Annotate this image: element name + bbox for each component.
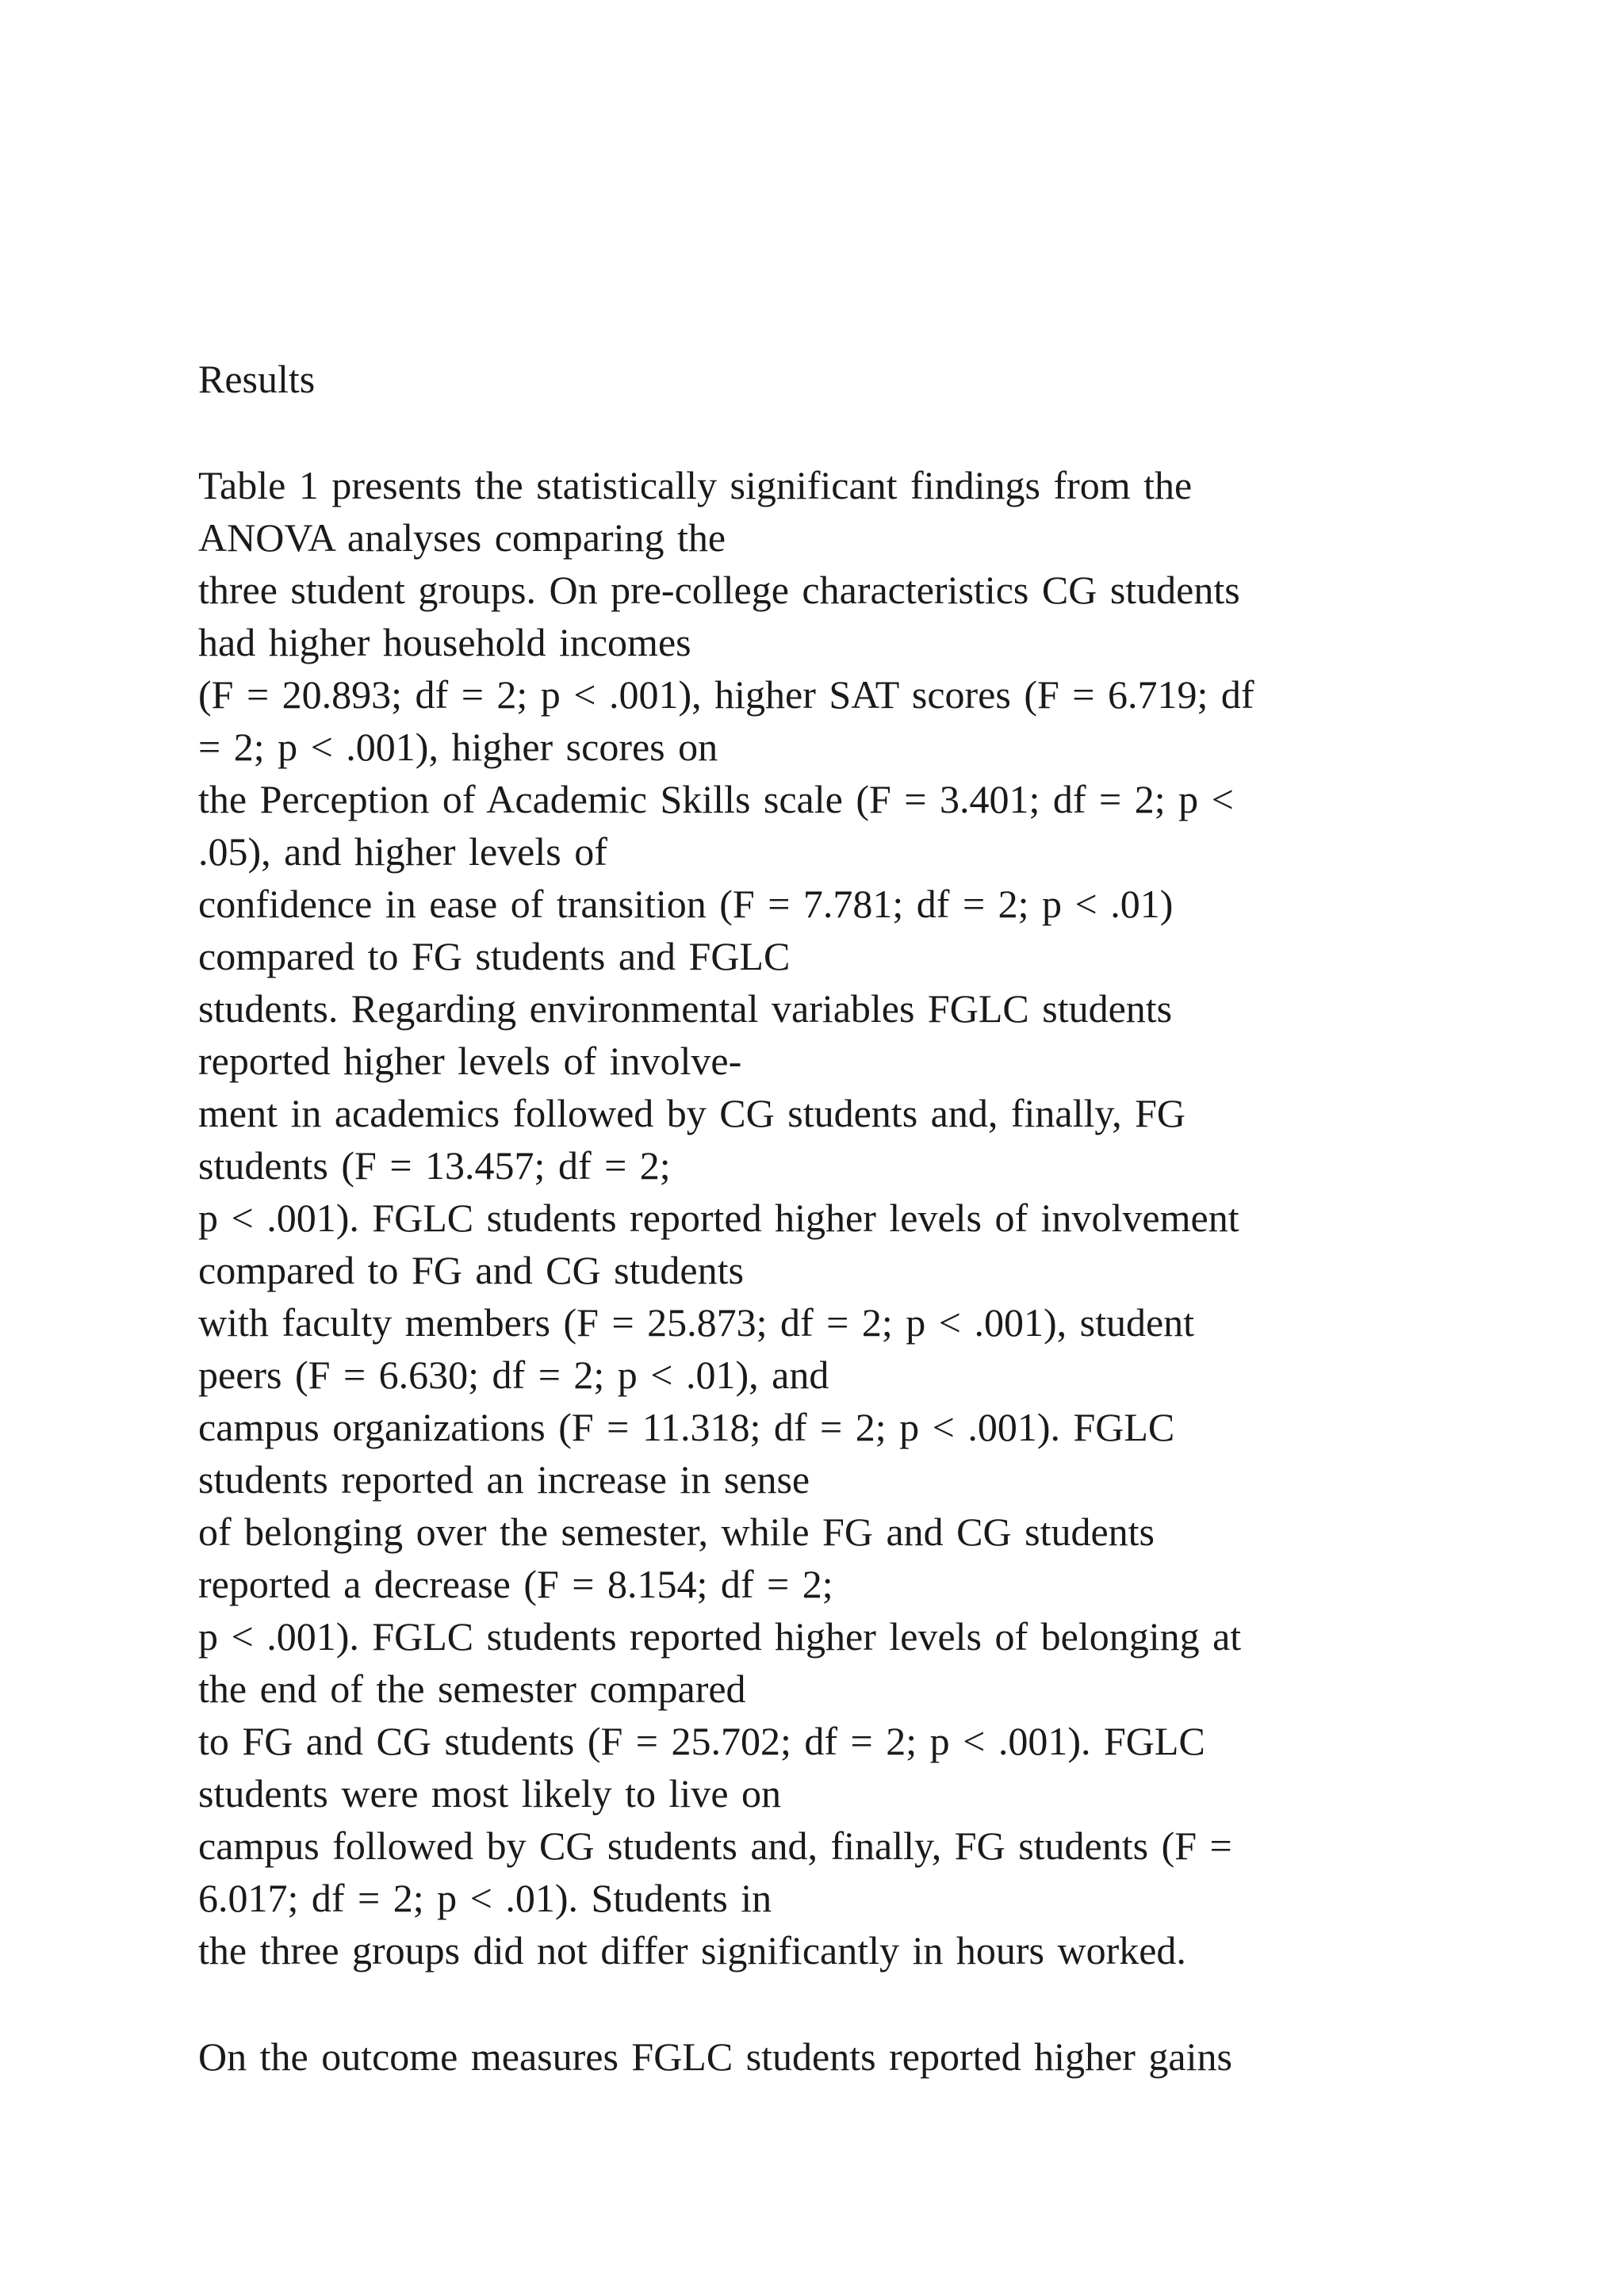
text-line: On the outcome measures FGLC students reported higher gains <box>198 2034 1232 2079</box>
text-line: students reported an increase in sense <box>198 1457 810 1502</box>
text-line: of belonging over the semester, while FG and CG students <box>198 1510 1155 1554</box>
text-line: students. Regarding environmental variables FGLC students <box>198 986 1173 1031</box>
text-line: had higher household incomes <box>198 620 691 664</box>
text-line: the three groups did not differ significantly in hours worked. <box>198 1928 1186 1973</box>
text-line: compared to FG and CG students <box>198 1248 744 1292</box>
text-line: with faculty members (F = 25.873; df = 2; p < .001), student <box>198 1300 1195 1345</box>
text-line: students (F = 13.457; df = 2; <box>198 1143 671 1188</box>
text-line: compared to FG students and FGLC <box>198 934 791 978</box>
section-heading: Results <box>198 357 316 401</box>
text-line: Table 1 presents the statistically significant findings from the <box>198 463 1193 507</box>
text-line: (F = 20.893; df = 2; p < .001), higher SAT scores (F = 6.719; df <box>198 672 1254 717</box>
text-line: reported higher levels of involve- <box>198 1039 742 1083</box>
text-line: the end of the semester compared <box>198 1667 746 1711</box>
text-line: = 2; p < .001), higher scores on <box>198 725 718 769</box>
text-line: students were most likely to live on <box>198 1771 782 1816</box>
text-line: the Perception of Academic Skills scale (F = 3.401; df = 2; p < <box>198 777 1234 821</box>
text-line: peers (F = 6.630; df = 2; p < .01), and <box>198 1353 829 1397</box>
text-line: reported a decrease (F = 8.154; df = 2; <box>198 1562 833 1606</box>
text-line: campus followed by CG students and, finally, FG students (F = <box>198 1823 1232 1868</box>
text-line: ANOVA analyses comparing the <box>198 515 726 560</box>
text-line: .05), and higher levels of <box>198 829 607 874</box>
text-line: to FG and CG students (F = 25.702; df = 2; p < .001). FGLC <box>198 1719 1205 1763</box>
text-line: p < .001). FGLC students reported higher levels of involvement <box>198 1196 1239 1240</box>
text-line: ment in academics followed by CG students and, finally, FG <box>198 1091 1186 1135</box>
text-line: confidence in ease of transition (F = 7.781; df = 2; p < .01) <box>198 882 1174 926</box>
text-line: three student groups. On pre-college characteristics CG students <box>198 568 1240 612</box>
text-line: 6.017; df = 2; p < .01). Students in <box>198 1876 772 1920</box>
text-line: campus organizations (F = 11.318; df = 2; p < .001). FGLC <box>198 1405 1175 1449</box>
text-line: p < .001). FGLC students reported higher levels of belonging at <box>198 1614 1242 1659</box>
